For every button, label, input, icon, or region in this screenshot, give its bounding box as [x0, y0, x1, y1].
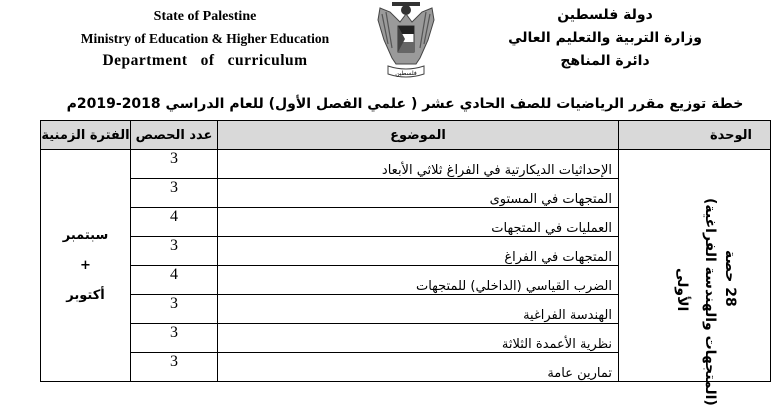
- header-count: عدد الحصص: [131, 121, 218, 150]
- topic-cell: المتجهات في الفراغ: [218, 237, 619, 266]
- header-unit: الوحدة: [619, 121, 771, 150]
- table-header-row: [41, 121, 771, 150]
- state-name-en: State of Palestine: [153, 9, 257, 24]
- table-row: [41, 150, 771, 179]
- count-cell: 3: [131, 150, 218, 179]
- topic-cell: الإحداثيات الديكارتية في الفراغ ثلاثي الأبعاد: [218, 150, 619, 179]
- ministry-name-ar: وزارة التربية والتعليم العالي: [508, 30, 702, 46]
- period-month-2: أكتوبر: [66, 287, 105, 303]
- period-month-1: سبتمبر: [62, 227, 109, 243]
- period-plus: +: [80, 257, 91, 273]
- count-cell: 3: [131, 353, 218, 382]
- topic-cell: تمارين عامة: [218, 353, 619, 382]
- topic-cell: المتجهات في المستوى: [218, 179, 619, 208]
- count-cell: 3: [131, 295, 218, 324]
- topic-cell: الهندسة الفراغية: [218, 295, 619, 324]
- emblem-label: فلسطين: [395, 70, 417, 77]
- topic-cell: الضرب القياسي (الداخلي) للمتجهات: [218, 266, 619, 295]
- department-name-ar: دائرة المناهج: [560, 53, 650, 69]
- header-period: الفترة الزمنية: [41, 121, 131, 150]
- department-name-en: Department of curriculum: [102, 52, 308, 69]
- unit-cell: [619, 150, 771, 406]
- topic-cell: العمليات في المتجهات: [218, 208, 619, 237]
- count-cell: 3: [131, 179, 218, 208]
- count-cell: 4: [131, 266, 218, 295]
- count-cell: 4: [131, 208, 218, 237]
- count-cell: 3: [131, 237, 218, 266]
- header-topic: الموضوع: [218, 121, 619, 150]
- count-cell: 3: [131, 324, 218, 353]
- ministry-name-en: Ministry of Education & Higher Education: [80, 31, 330, 46]
- unit-name: (المتجهات والهندسة الفراغية): [702, 198, 718, 406]
- plan-title: خطة توزيع مقرر الرياضيات للصف الحادي عشر ( علمي الفصل الأول) للعام الدراسي 2018-2019م: [66, 96, 744, 112]
- unit-order: الأولى: [674, 268, 690, 312]
- state-name-ar: دولة فلسطين: [557, 7, 653, 23]
- header-arabic: [500, 4, 710, 73]
- curriculum-table: [40, 120, 771, 406]
- unit-sessions: 28 حصة: [722, 250, 738, 307]
- header-english: [40, 6, 370, 72]
- topic-cell: نظرية الأعمدة الثلاثة: [218, 324, 619, 353]
- palestine-eagle-emblem-icon: [370, 0, 442, 84]
- period-cell: [41, 150, 131, 382]
